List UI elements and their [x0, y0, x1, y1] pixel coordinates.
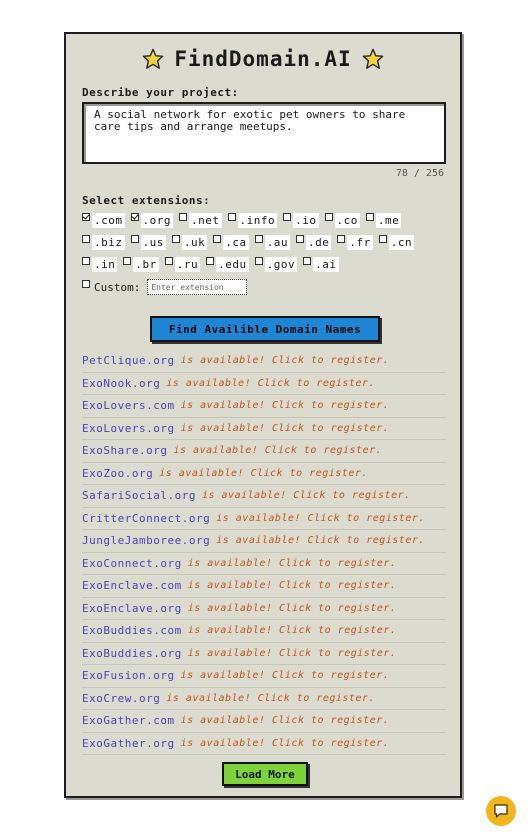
availability-status: is available! Click to register. — [173, 445, 383, 457]
availability-status: is available! Click to register. — [216, 512, 425, 524]
app-panel — [64, 32, 462, 798]
extension-checkbox[interactable] — [131, 235, 139, 243]
domain-link[interactable]: ExoBuddies.com — [82, 624, 182, 638]
custom-extension-row — [82, 278, 452, 296]
extension-checkbox[interactable] — [179, 213, 187, 221]
extension-option[interactable] — [255, 235, 290, 250]
domain-result-row[interactable] — [82, 688, 446, 711]
domain-result-row[interactable] — [82, 395, 446, 418]
extension-checkbox[interactable] — [172, 235, 180, 243]
extension-option[interactable] — [82, 257, 117, 272]
extension-option[interactable] — [283, 213, 318, 228]
extension-option[interactable] — [337, 235, 372, 250]
custom-extension-input[interactable] — [147, 279, 247, 295]
extension-label: .uk — [183, 235, 206, 249]
domain-link[interactable]: ExoGather.com — [82, 714, 175, 728]
extension-label: .com — [94, 213, 123, 227]
domain-link[interactable]: ExoLovers.com — [82, 399, 175, 413]
domain-result-row[interactable] — [82, 485, 446, 508]
domain-result-row[interactable] — [82, 373, 446, 396]
extensions-row — [82, 255, 452, 273]
extension-option[interactable] — [228, 213, 278, 228]
availability-status: is available! Click to register. — [159, 467, 368, 479]
availability-status: is available! Click to register. — [187, 647, 397, 659]
domain-result-row[interactable] — [82, 710, 446, 733]
domain-link[interactable]: ExoNook.org — [82, 376, 161, 390]
domain-link[interactable]: ExoGather.org — [82, 736, 175, 750]
extension-label: .fr — [349, 235, 371, 249]
extension-label: .de — [308, 235, 330, 249]
custom-extension-checkbox[interactable] — [82, 280, 90, 288]
extension-checkbox[interactable] — [255, 257, 263, 265]
availability-status: is available! Click to register. — [187, 625, 397, 637]
extension-option[interactable] — [206, 257, 249, 272]
extension-option[interactable] — [379, 235, 414, 250]
custom-extension-option[interactable] — [82, 281, 140, 294]
domain-result-row[interactable] — [82, 733, 446, 756]
extension-checkbox[interactable] — [206, 257, 214, 265]
extension-checkbox[interactable] — [82, 213, 90, 221]
extension-label: .me — [377, 213, 400, 227]
extensions-row — [82, 233, 452, 251]
character-counter: 78 / 256 — [395, 168, 444, 179]
extension-label: .gov — [266, 257, 296, 271]
availability-status: is available! Click to register. — [187, 557, 397, 569]
extension-checkbox[interactable] — [82, 257, 90, 265]
domain-link[interactable]: ExoEnclave.com — [82, 579, 182, 593]
extension-checkbox[interactable] — [255, 235, 263, 243]
availability-status: is available! Click to register. — [180, 422, 390, 434]
domain-link[interactable]: ExoShare.org — [82, 444, 168, 458]
domain-result-row[interactable] — [82, 575, 446, 598]
extension-checkbox[interactable] — [296, 235, 304, 243]
extension-option[interactable] — [82, 213, 125, 228]
extension-option[interactable] — [296, 235, 331, 250]
domain-link[interactable]: ExoBuddies.org — [82, 646, 182, 660]
extensions-row — [82, 211, 452, 229]
extension-option[interactable] — [165, 257, 200, 272]
availability-status: is available! Click to register. — [187, 580, 397, 592]
extension-label: .biz — [94, 235, 123, 249]
domain-link[interactable]: CritterConnect.org — [82, 511, 211, 525]
extension-option[interactable] — [179, 213, 222, 228]
domain-link[interactable]: ExoLovers.org — [82, 421, 175, 435]
availability-status: is available! Click to register. — [180, 400, 390, 412]
domain-link[interactable]: SafariSocial.org — [82, 489, 196, 503]
app-title: FindDomain.AI — [174, 47, 352, 71]
domain-result-row[interactable] — [82, 620, 446, 643]
chat-bubble-icon — [492, 802, 510, 820]
domain-link[interactable]: ExoFusion.org — [82, 669, 175, 683]
domain-result-row[interactable] — [82, 463, 446, 486]
custom-extension-label: Custom: — [94, 280, 141, 294]
extension-option[interactable] — [123, 257, 158, 272]
extension-checkbox[interactable] — [303, 257, 311, 265]
domain-result-row[interactable] — [82, 553, 446, 576]
domain-result-row[interactable] — [82, 665, 446, 688]
extension-option[interactable] — [82, 235, 125, 250]
extension-label: .au — [266, 235, 288, 249]
extension-label: .ru — [176, 257, 199, 271]
extension-label: .br — [135, 257, 157, 271]
extension-label: .org — [142, 213, 171, 227]
domain-link[interactable]: PetClique.org — [82, 354, 175, 368]
extension-label: .cn — [390, 235, 413, 249]
project-label: Describe your project: — [82, 86, 239, 99]
domain-link[interactable]: JungleJamboree.org — [82, 534, 211, 548]
domain-result-row[interactable] — [82, 598, 446, 621]
extension-option[interactable] — [172, 235, 207, 250]
availability-status: is available! Click to register. — [187, 602, 397, 614]
extension-checkbox[interactable] — [123, 257, 131, 265]
availability-status: is available! Click to register. — [180, 355, 390, 367]
extension-checkbox[interactable] — [337, 235, 345, 243]
extension-label: .info — [239, 213, 276, 227]
extension-option[interactable] — [325, 213, 360, 228]
project-description-input[interactable]: A social network for exotic pet owners to share care tips and arrange meetups. — [82, 102, 446, 164]
domain-result-row[interactable] — [82, 530, 446, 553]
domain-link[interactable]: ExoConnect.org — [82, 556, 182, 570]
domain-result-row[interactable] — [82, 440, 446, 463]
extension-checkbox[interactable] — [82, 235, 90, 243]
availability-status: is available! Click to register. — [180, 715, 390, 727]
domain-link[interactable]: ExoZoo.org — [82, 466, 154, 480]
domain-link[interactable]: ExoCrew.org — [82, 691, 161, 705]
extension-option[interactable] — [131, 235, 166, 250]
load-more-button[interactable]: Load More — [222, 762, 308, 786]
extension-label: .ai — [315, 257, 337, 271]
results-list — [82, 350, 446, 755]
extension-label: .us — [142, 235, 164, 249]
star-icon — [362, 48, 384, 70]
domain-result-row[interactable] — [82, 643, 446, 666]
find-domains-button[interactable]: Find Availible Domain Names — [150, 316, 380, 342]
extension-option[interactable] — [255, 257, 298, 272]
domain-result-row[interactable] — [82, 350, 446, 373]
extension-label: .ca — [225, 235, 247, 249]
extension-label: .co — [336, 213, 358, 227]
extension-option[interactable] — [213, 235, 248, 250]
availability-status: is available! Click to register. — [166, 692, 376, 704]
extension-label: .edu — [218, 257, 247, 271]
extension-label: .io — [295, 213, 317, 227]
star-icon — [142, 48, 164, 70]
extension-checkbox[interactable] — [131, 213, 139, 221]
extension-checkbox[interactable] — [379, 235, 387, 243]
app-header — [66, 44, 460, 74]
extension-checkbox[interactable] — [228, 213, 236, 221]
domain-result-row[interactable] — [82, 418, 446, 441]
availability-status: is available! Click to register. — [180, 737, 390, 749]
domain-link[interactable]: ExoEnclave.org — [82, 601, 182, 615]
extensions-label: Select extensions: — [82, 194, 211, 207]
availability-status: is available! Click to register. — [216, 535, 425, 547]
extension-option[interactable] — [303, 257, 338, 272]
availability-status: is available! Click to register. — [201, 490, 411, 502]
chat-widget-button[interactable] — [486, 796, 516, 826]
extension-label: .in — [94, 257, 116, 271]
extension-checkbox[interactable] — [325, 213, 333, 221]
availability-status: is available! Click to register. — [166, 377, 376, 389]
domain-result-row[interactable] — [82, 508, 446, 531]
extension-checkbox[interactable] — [366, 213, 374, 221]
extension-checkbox[interactable] — [165, 257, 173, 265]
extension-option[interactable] — [366, 213, 401, 228]
extension-label: .net — [191, 213, 220, 227]
availability-status: is available! Click to register. — [180, 670, 390, 682]
extension-option[interactable] — [131, 213, 174, 228]
extension-checkbox[interactable] — [283, 213, 291, 221]
extension-checkbox[interactable] — [213, 235, 221, 243]
